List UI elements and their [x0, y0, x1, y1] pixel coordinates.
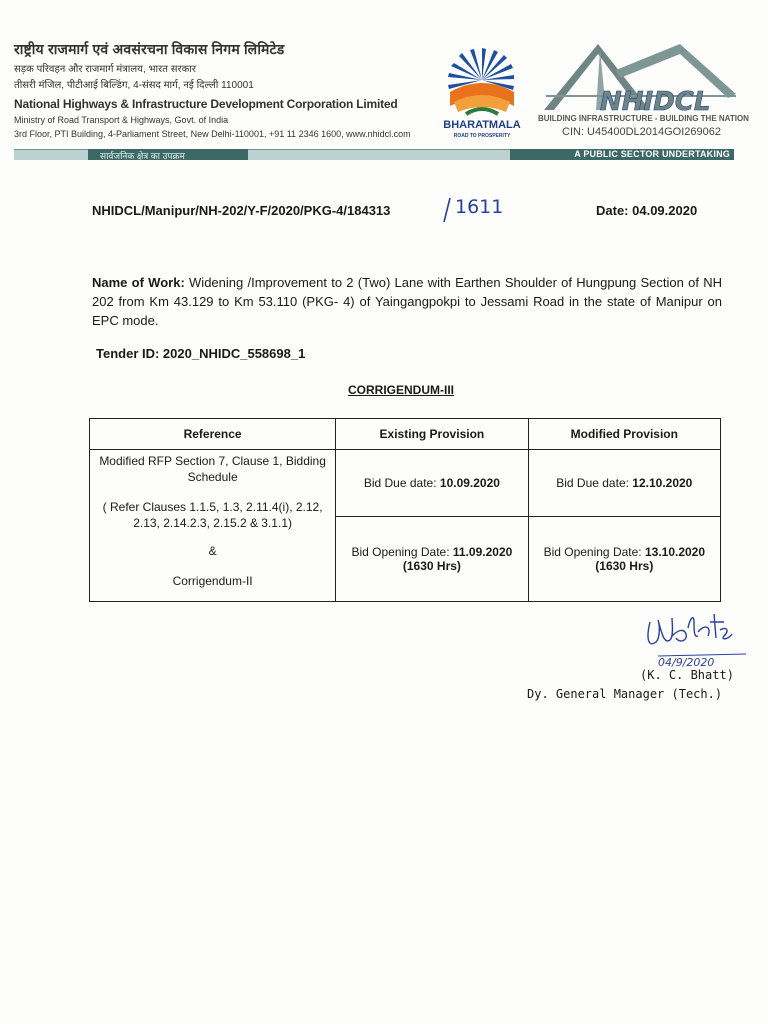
reference-line: Modified RFP Section 7, Clause 1, Bidding Schedule [99, 454, 326, 484]
modified-opening-time: (1630 Hrs) [595, 559, 654, 573]
tender-id: Tender ID: 2020_NHIDC_558698_1 [96, 346, 306, 361]
corrigendum-table [89, 418, 721, 602]
table-row [90, 450, 721, 517]
reference-cell [90, 450, 336, 602]
hindi-ministry: सड़क परिवहन और राजमार्ग मंत्रालय, भारत सरकार [14, 64, 196, 75]
name-of-work [92, 273, 722, 330]
bharatmala-tagline: ROAD TO PROSPERITY [453, 133, 511, 139]
cin-number: CIN: U45400DL2014GOI269062 [562, 126, 721, 138]
english-address: 3rd Floor, PTI Building, 4-Parliament Street, New Delhi-110001, +91 11 2346 1600, www.nhidcl.com [14, 129, 411, 139]
signature-date: 04/9/2020 [658, 656, 715, 669]
header-modified: Modified Provision [528, 419, 720, 450]
handwritten-number: 1611 [455, 196, 504, 218]
existing-due-value: 10.09.2020 [439, 476, 500, 490]
existing-due-label: Bid Due date: [363, 476, 440, 490]
psu-label: A PUBLIC SECTOR UNDERTAKING [574, 149, 730, 159]
existing-opening-label: Bid Opening Date: [351, 545, 453, 559]
psu-band [510, 149, 734, 160]
header-reference: Reference [90, 419, 336, 450]
modified-due-label: Bid Due date: [556, 476, 633, 490]
modified-opening-value: 13.10.2020 [644, 545, 706, 559]
table-header-row [90, 419, 721, 450]
existing-due-date-cell [336, 450, 528, 517]
bharatmala-wordmark: BHARATMALA [443, 119, 521, 131]
hindi-psu-band [88, 149, 248, 160]
bharatmala-logo-icon [444, 44, 520, 120]
corrigendum-heading: CORRIGENDUM-III [348, 383, 454, 397]
modified-opening-date-cell [528, 517, 720, 602]
hindi-org-name: राष्ट्रीय राजमार्ग एवं अवसंरचना विकास निगम लिमिटेड [14, 41, 285, 57]
modified-opening-label: Bid Opening Date: [543, 545, 645, 559]
reference-line: ( Refer Clauses 1.1.5, 1.3, 2.11.4(i), 2.12, 2.13, 2.14.2.3, 2.15.2 & 3.1.1) [102, 500, 323, 530]
handwritten-slash-icon [441, 196, 453, 224]
modified-due-date-cell [528, 450, 720, 517]
nhidcl-logo-icon [540, 40, 740, 116]
english-org-name: National Highways & Infrastructure Development Corporation Limited [14, 97, 398, 111]
signatory-name: (K. C. Bhatt) [640, 668, 734, 682]
handwritten-signature-icon [628, 608, 758, 670]
signatory-designation: Dy. General Manager (Tech.) [527, 687, 723, 701]
name-of-work-label: Name of Work: [92, 275, 185, 290]
letter-date: Date: 04.09.2020 [596, 203, 698, 218]
existing-opening-date-cell [336, 517, 528, 602]
hindi-address: तीसरी मंजिल, पीटीआई बिल्डिंग, 4-संसद मार्ग, नई दिल्ली 110001 [14, 80, 254, 91]
modified-due-value: 12.10.2020 [632, 476, 693, 490]
nhidcl-tagline: BUILDING INFRASTRUCTURE - BUILDING THE NATION [538, 114, 749, 123]
english-ministry: Ministry of Road Transport & Highways, Govt. of India [14, 115, 229, 125]
hindi-psu-label: सार्वजनिक क्षेत्र का उपक्रम [100, 151, 185, 161]
reference-line: Corrigendum-II [172, 574, 253, 588]
header-existing: Existing Provision [336, 419, 528, 450]
reference-line: & [208, 544, 217, 558]
existing-opening-time: (1630 Hrs) [402, 559, 461, 573]
existing-opening-value: 11.09.2020 [452, 545, 513, 559]
name-of-work-text: Widening /Improvement to 2 (Two) Lane with Earthen Shoulder of Hungpung Section of NH 202 from Km 43.129 to Km 53.110 (PKG- 4) of Yaingangpokpi to Jessami Road in the state of Manipur on EPC mode. [92, 275, 722, 328]
reference-number: NHIDCL/Manipur/NH-202/Y-F/2020/PKG-4/184313 [92, 203, 391, 218]
nhidcl-wordmark: NHIDCL [600, 87, 711, 116]
